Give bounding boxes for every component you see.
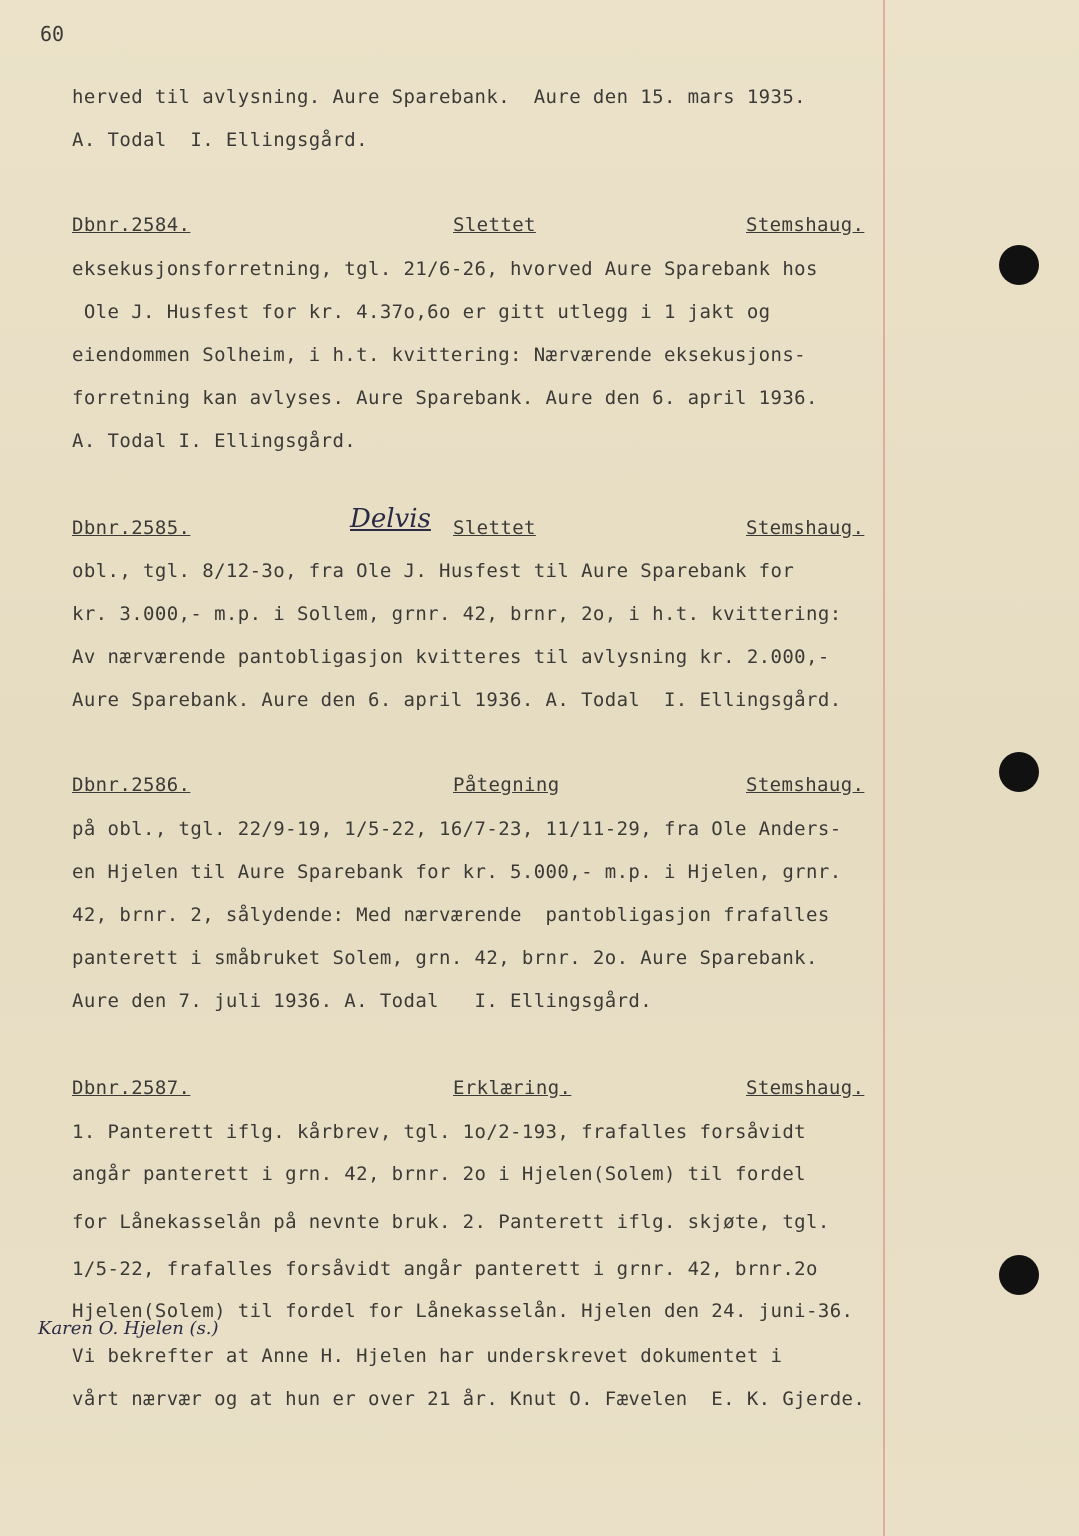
- text-line: 1. Panterett iflg. kårbrev, tgl. 1o/2-193, frafalles forsåvidt: [72, 1121, 807, 1143]
- text-line: panterett i småbruket Solem, grn. 42, brnr. 2o. Aure Sparebank.: [72, 947, 818, 969]
- entry-type: Erklæring.: [453, 1077, 572, 1099]
- margin-rule: [883, 0, 885, 1536]
- entry-place: Stemshaug.: [746, 517, 865, 539]
- entry-number: Dbnr.2587.: [72, 1077, 191, 1099]
- entry-type: Slettet: [453, 517, 536, 539]
- page-number: 60: [40, 22, 65, 46]
- entry-number: Dbnr.2585.: [72, 517, 191, 539]
- punch-hole: [999, 1255, 1039, 1295]
- text-line: forretning kan avlyses. Aure Sparebank. Aure den 6. april 1936.: [72, 387, 818, 409]
- text-line: eiendommen Solheim, i h.t. kvittering: Nærværende eksekusjons-: [72, 344, 807, 366]
- text-line: angår panterett i grn. 42, brnr. 2o i Hjelen(Solem) til fordel: [72, 1163, 807, 1185]
- text-line: herved til avlysning. Aure Sparebank. Aure den 15. mars 1935.: [72, 86, 807, 108]
- text-line: obl., tgl. 8/12-3o, fra Ole J. Husfest til Aure Sparebank for: [72, 560, 795, 582]
- handwritten-signature: Karen O. Hjelen (s.): [38, 1318, 219, 1339]
- text-line: A. Todal I. Ellingsgård.: [72, 430, 357, 452]
- entry-type: Slettet: [453, 214, 536, 236]
- text-line: kr. 3.000,- m.p. i Sollem, grnr. 42, brnr, 2o, i h.t. kvittering:: [72, 603, 842, 625]
- punch-hole: [999, 245, 1039, 285]
- text-line: Aure Sparebank. Aure den 6. april 1936. A. Todal I. Ellingsgård.: [72, 689, 842, 711]
- text-line: vårt nærvær og at hun er over 21 år. Knut O. Fævelen E. K. Gjerde.: [72, 1388, 866, 1410]
- text-line: på obl., tgl. 22/9-19, 1/5-22, 16/7-23, 11/11-29, fra Ole Anders-: [72, 818, 842, 840]
- text-line: eksekusjonsforretning, tgl. 21/6-26, hvorved Aure Sparebank hos: [72, 258, 818, 280]
- entry-place: Stemshaug.: [746, 214, 865, 236]
- text-line: en Hjelen til Aure Sparebank for kr. 5.000,- m.p. i Hjelen, grnr.: [72, 861, 842, 883]
- entry-type: Påtegning: [453, 774, 560, 796]
- text-line: Aure den 7. juli 1936. A. Todal I. Ellingsgård.: [72, 990, 653, 1012]
- text-line: Ole J. Husfest for kr. 4.37o,6o er gitt utlegg i 1 jakt og: [72, 301, 771, 323]
- handwritten-note: Delvis: [350, 504, 431, 534]
- entry-place: Stemshaug.: [746, 774, 865, 796]
- text-line: Vi bekrefter at Anne H. Hjelen har underskrevet dokumentet i: [72, 1345, 783, 1367]
- text-line: A. Todal I. Ellingsgård.: [72, 129, 368, 151]
- entry-number: Dbnr.2586.: [72, 774, 191, 796]
- text-line: 1/5-22, frafalles forsåvidt angår panterett i grnr. 42, brnr.2o: [72, 1258, 818, 1280]
- text-line: Hjelen(Solem) til fordel for Lånekasselån. Hjelen den 24. juni-36.: [72, 1300, 854, 1322]
- text-line: for Lånekasselån på nevnte bruk. 2. Panterett iflg. skjøte, tgl.: [72, 1211, 830, 1233]
- text-line: 42, brnr. 2, sålydende: Med nærværende pantobligasjon frafalles: [72, 904, 830, 926]
- entry-number: Dbnr.2584.: [72, 214, 191, 236]
- punch-hole: [999, 752, 1039, 792]
- entry-place: Stemshaug.: [746, 1077, 865, 1099]
- text-line: Av nærværende pantobligasjon kvitteres til avlysning kr. 2.000,-: [72, 646, 830, 668]
